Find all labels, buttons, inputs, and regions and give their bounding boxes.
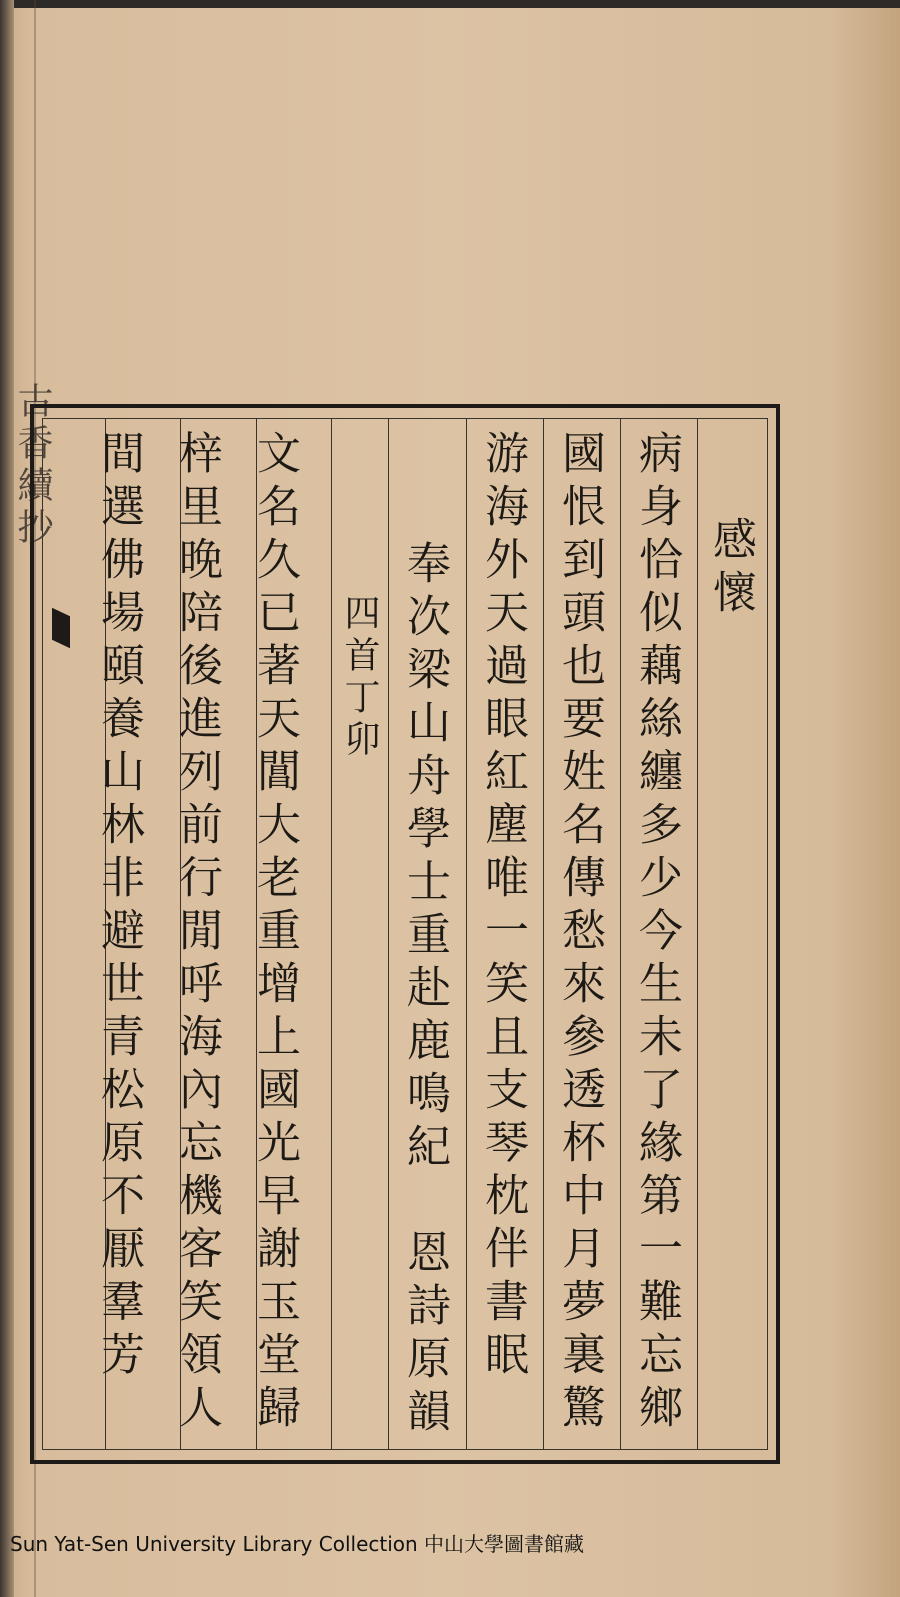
collection-caption: Sun Yat-Sen University Library Collection 中山大學圖書館藏 <box>10 1532 585 1556</box>
page-top-edge <box>0 0 900 8</box>
poem-title-ganhuai: 感懷 <box>705 516 756 622</box>
column-rule <box>620 419 621 1449</box>
column-rule <box>543 419 544 1449</box>
text-column-3: 游海外天過眼紅塵唯一笑且支琴枕伴書眠 <box>477 430 528 1384</box>
margin-label: 古香續抄 <box>12 382 53 550</box>
text-column-5: 梓里晚陪後進列前行閒呼海內忘機客笑領人 <box>171 430 222 1437</box>
poem-subtitle: 四首丁卯 <box>339 594 380 762</box>
column-rule <box>388 419 389 1449</box>
text-column-4: 文名久已著天閶大老重增上國光早謝玉堂歸 <box>249 430 300 1437</box>
text-frame <box>30 404 780 1464</box>
text-column-6: 間選佛場頤養山林非避世青松原不厭羣芳 <box>93 430 144 1384</box>
poem-title-fengci: 奉次梁山舟學士重赴鹿鳴紀 恩詩原韻 <box>399 540 450 1441</box>
column-rule <box>331 419 332 1449</box>
text-column-2: 國恨到頭也要姓名傳愁來參透杯中月夢裏驚 <box>554 430 605 1437</box>
book-spine <box>0 0 14 1597</box>
column-rule <box>697 419 698 1449</box>
column-rule <box>466 419 467 1449</box>
text-column-1: 病身恰似藕絲纏多少今生未了緣第一難忘鄉 <box>631 430 682 1437</box>
